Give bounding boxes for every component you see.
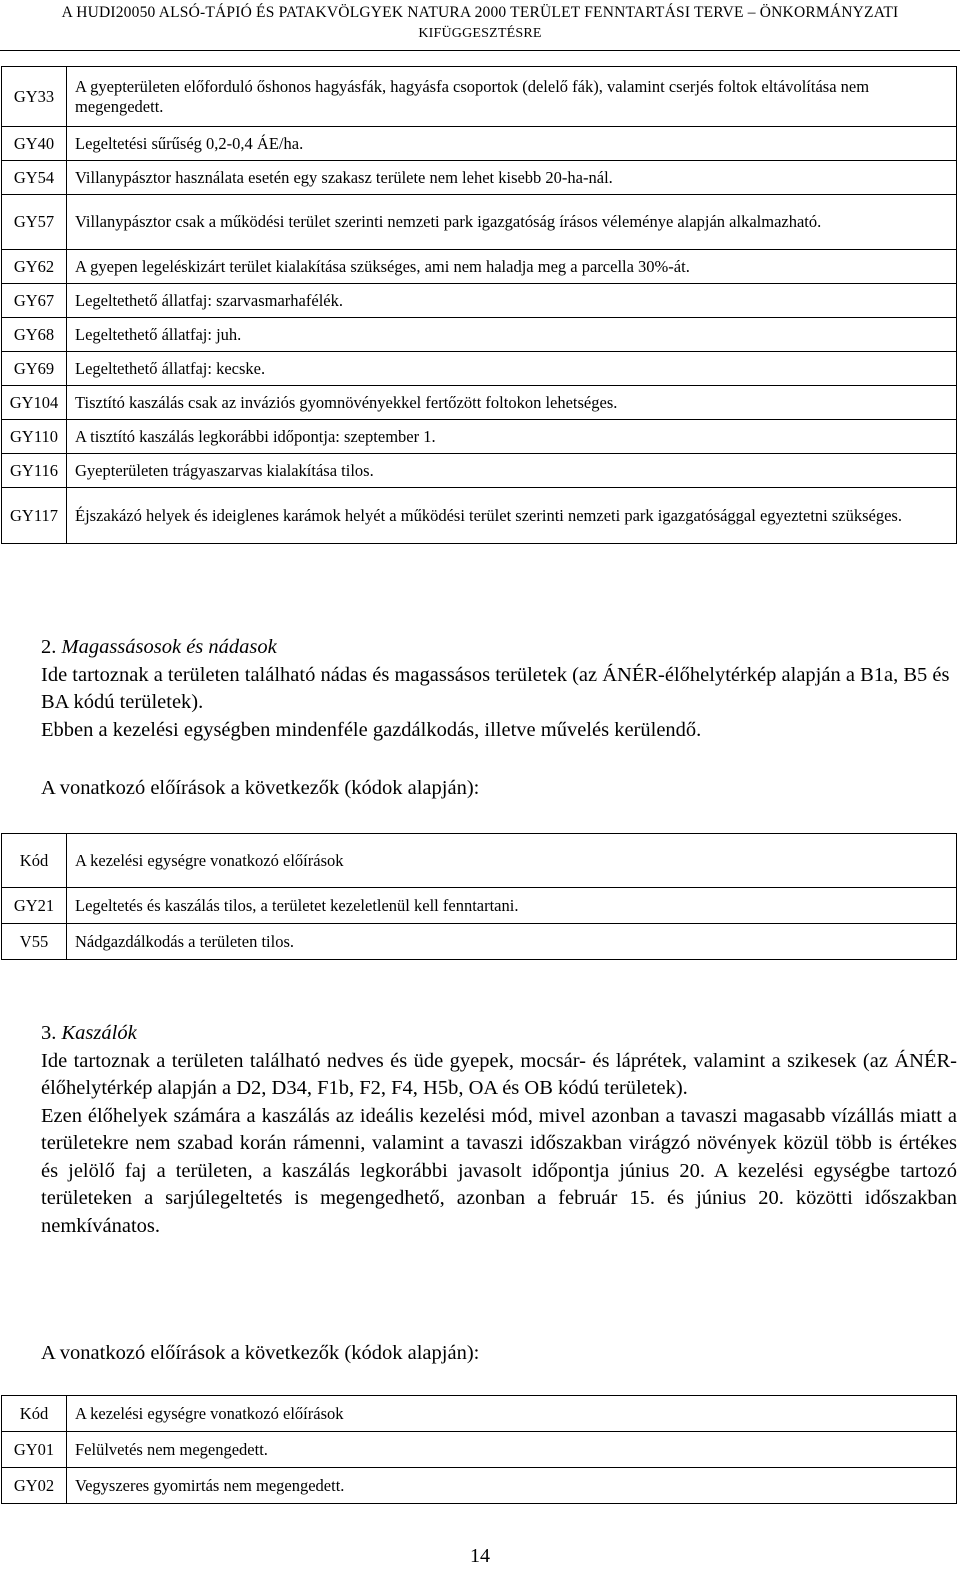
section-paragraph: Ebben a kezelési egységben mindenféle gazdálkodás, illetve művelés kerülendő. <box>41 718 702 741</box>
rule-cell: Legeltethető állatfaj: kecske. <box>67 352 957 386</box>
column-header-code: Kód <box>2 834 67 888</box>
rule-cell: Éjszakázó helyek és ideiglenes karámok helyét a működési terület szerinti nemzeti park igazgatósággal egyeztetni szükséges. <box>67 488 957 544</box>
section-heading <box>41 634 957 662</box>
table-row <box>2 67 957 127</box>
table-header-row <box>2 1396 957 1432</box>
code-cell: GY104 <box>2 386 67 420</box>
code-cell: GY01 <box>2 1432 67 1468</box>
table-row <box>2 352 957 386</box>
table-row <box>2 420 957 454</box>
prescriptions-table-3 <box>1 1395 957 1504</box>
code-cell: GY117 <box>2 488 67 544</box>
table-header-row <box>2 834 957 888</box>
rule-cell: A gyepen legeléskizárt terület kialakítása szükséges, ami nem haladja meg a parcella 30%-át. <box>67 250 957 284</box>
table-row <box>2 488 957 544</box>
table-row <box>2 195 957 250</box>
column-header-code: Kód <box>2 1396 67 1432</box>
rule-cell: Tisztító kaszálás csak az inváziós gyomnövényekkel fertőzött foltokon lehetséges. <box>67 386 957 420</box>
rule-cell: Legeltethető állatfaj: juh. <box>67 318 957 352</box>
section-paragraph: Ide tartoznak a területen található nádas és magassásos területek (az ÁNÉR-élőhelytérkép alapján a B1a, B5 és BA kódú területek). <box>41 663 950 713</box>
prescriptions-table-2 <box>1 833 957 960</box>
table-row <box>2 250 957 284</box>
code-cell: GY54 <box>2 161 67 195</box>
rule-cell: Villanypásztor csak a működési terület szerinti nemzeti park igazgatóság írásos véleménye alapján alkalmazható. <box>67 195 957 250</box>
section-paragraph: Ide tartoznak a területen található nedves és üde gyepek, mocsár- és láprétek, valamint a szikesek (az ÁNÉR-élőhelytérkép alapján a D2, D34, F1b, F2, F4, H5b, OA és OB kódú területek). <box>41 1049 957 1099</box>
table-row <box>2 386 957 420</box>
code-cell: GY116 <box>2 454 67 488</box>
code-cell: GY33 <box>2 67 67 127</box>
rule-cell: Vegyszeres gyomirtás nem megengedett. <box>67 1468 957 1504</box>
regulations-lead: A vonatkozó előírások a következők (kódok alapján): <box>41 1342 480 1364</box>
rule-cell: Legeltethető állatfaj: szarvasmarhafélék. <box>67 284 957 318</box>
section-number: 3. <box>41 1022 57 1044</box>
table-row <box>2 1432 957 1468</box>
rule-cell: Nádgazdálkodás a területen tilos. <box>67 924 957 960</box>
page-header <box>0 2 960 44</box>
column-header-rule: A kezelési egységre vonatkozó előírások <box>67 1396 957 1432</box>
rule-cell: Felülvetés nem megengedett. <box>67 1432 957 1468</box>
rule-cell: Legeltetési sűrűség 0,2-0,4 ÁE/ha. <box>67 127 957 161</box>
table-row <box>2 284 957 318</box>
table-row <box>2 454 957 488</box>
column-header-rule: A kezelési egységre vonatkozó előírások <box>67 834 957 888</box>
code-cell: GY40 <box>2 127 67 161</box>
table-row <box>2 924 957 960</box>
section-number: 2. <box>41 636 57 658</box>
section-heading <box>41 1020 957 1048</box>
rule-cell: Villanypásztor használata esetén egy szakasz területe nem lehet kisebb 20-ha-nál. <box>67 161 957 195</box>
table-row <box>2 161 957 195</box>
header-title: A HUDI20050 ALSÓ-TÁPIÓ ÉS PATAKVÖLGYEK NATURA 2000 TERÜLET FENNTARTÁSI TERVE – ÖNKORMÁNYZATI <box>61 4 899 21</box>
table-row <box>2 1468 957 1504</box>
table-row <box>2 318 957 352</box>
code-cell: GY62 <box>2 250 67 284</box>
header-rule <box>0 50 960 51</box>
rule-cell: A tisztító kaszálás legkorábbi időpontja: szeptember 1. <box>67 420 957 454</box>
section-3 <box>41 1020 957 1240</box>
regulations-lead: A vonatkozó előírások a következők (kódok alapján): <box>41 777 480 799</box>
rule-cell: A gyepterületen előforduló őshonos hagyásfák, hagyásfa csoportok (delelő fák), valamint cserjés foltok eltávolítása nem megengedett. <box>67 67 957 127</box>
table-row <box>2 127 957 161</box>
code-cell: GY67 <box>2 284 67 318</box>
prescriptions-table-1 <box>1 66 957 544</box>
section-2 <box>41 634 957 744</box>
code-cell: GY21 <box>2 888 67 924</box>
code-cell: GY02 <box>2 1468 67 1504</box>
code-cell: GY57 <box>2 195 67 250</box>
section-title: Magassásosok és nádasok <box>61 636 277 658</box>
header-subtitle: KIFÜGGESZTÉSRE <box>418 26 542 41</box>
rule-cell: Gyepterületen trágyaszarvas kialakítása tilos. <box>67 454 957 488</box>
code-cell: V55 <box>2 924 67 960</box>
section-paragraph: Ezen élőhelyek számára a kaszálás az ideális kezelési mód, mivel azonban a tavaszi magasabb vízállás miatt a területekre nem szabad korán rámenni, valamint a tavaszi időszakban virágzó növények közül több is értékes és jelölő faj a területen, a kaszálás legkorábbi javasolt időpontja június 20. A kezelési egységbe tartozó területeken a sarjúlegeltetés is megengedhető, azonban a február 15. és június 20. közötti időszakban nemkívánatos. <box>41 1104 957 1237</box>
table-row <box>2 888 957 924</box>
page-number: 14 <box>470 1545 490 1567</box>
section-title: Kaszálók <box>61 1022 137 1044</box>
code-cell: GY69 <box>2 352 67 386</box>
rule-cell: Legeltetés és kaszálás tilos, a területet kezeletlenül kell fenntartani. <box>67 888 957 924</box>
code-cell: GY68 <box>2 318 67 352</box>
code-cell: GY110 <box>2 420 67 454</box>
